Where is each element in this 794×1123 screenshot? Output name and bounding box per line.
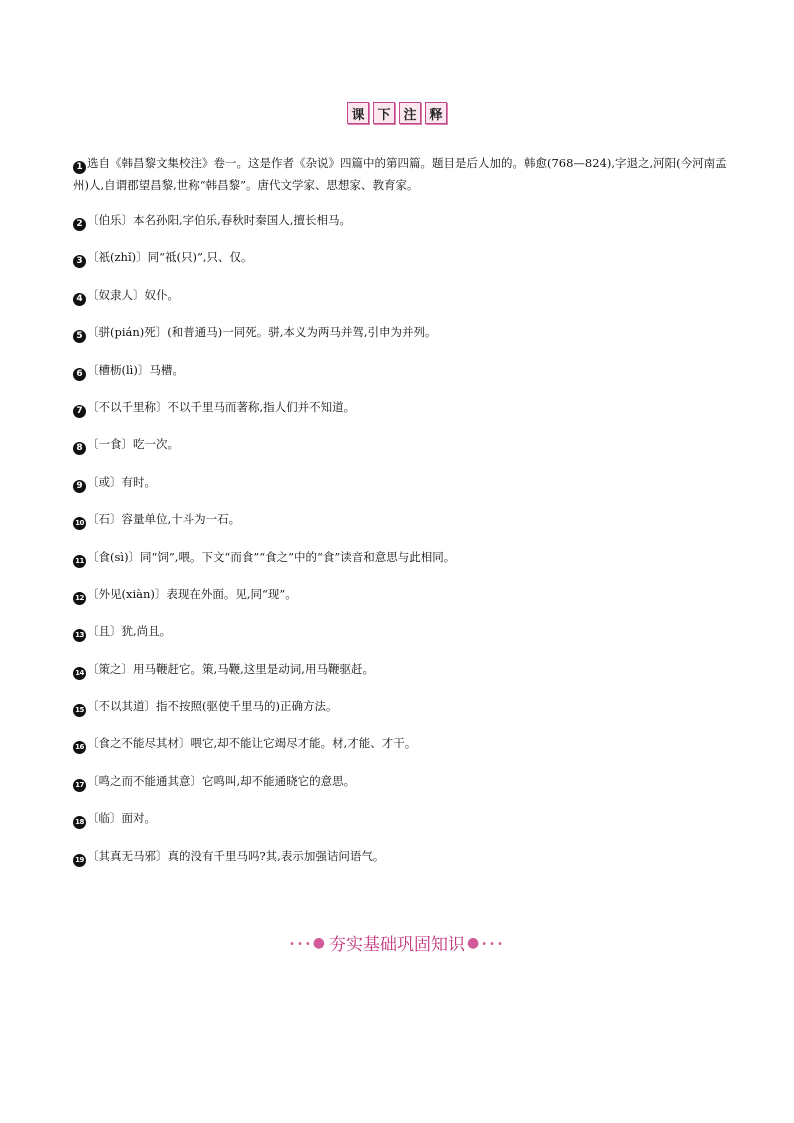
- note-number: 3: [73, 255, 86, 268]
- note-number: 13: [73, 629, 86, 642]
- title-char-box: 下: [373, 102, 395, 124]
- annotation-item: [73, 695, 733, 717]
- note-text: 〔或〕有时。: [87, 474, 156, 489]
- note-number: 16: [73, 741, 86, 754]
- note-text: 〔不以其道〕指不按照(驱使千里马的)正确方法。: [87, 699, 338, 714]
- note-text: 〔食(sì)〕同“饲”,喂。下文“而食”“食之”中的“食”读音和意思与此相同。: [87, 549, 456, 564]
- note-number: 14: [73, 667, 86, 680]
- note-number: 6: [73, 368, 86, 381]
- note-text: 〔且〕犹,尚且。: [87, 624, 172, 639]
- note-number: 19: [73, 854, 86, 867]
- annotation-item: [73, 433, 733, 455]
- note-number: 11: [73, 555, 86, 568]
- annotation-item: [73, 321, 733, 343]
- title-char-box: 注: [399, 102, 421, 124]
- banner-title: 夯实基础巩固知识: [329, 935, 465, 955]
- note-text: 〔食之不能尽其材〕喂它,却不能让它竭尽才能。材,才能、才干。: [87, 736, 417, 751]
- note-number: 10: [73, 517, 86, 530]
- note-text: 〔祇(zhǐ)〕同“祗(只)”,只、仅。: [87, 250, 253, 265]
- annotation-item: [73, 658, 733, 680]
- annotation-item: [73, 845, 733, 867]
- note-text: 〔石〕容量单位,十斗为一石。: [87, 512, 241, 527]
- section-title: [0, 102, 794, 124]
- note-number: 17: [73, 779, 86, 792]
- note-text: 选自《韩昌黎文集校注》卷一。这是作者《杂说》四篇中的第四篇。题目是后人加的。韩愈(768—824),字退之,河阳(今河南孟州)人,自谓郡望昌黎,世称“韩昌黎”。唐代文学家、思想家、教育家。: [73, 156, 727, 192]
- note-number: 4: [73, 293, 86, 306]
- annotation-item: [73, 732, 733, 754]
- annotation-item: [73, 246, 733, 268]
- note-number: 2: [73, 218, 86, 231]
- note-text: 〔一食〕吃一次。: [87, 437, 179, 452]
- section-banner: [0, 930, 794, 955]
- note-text: 〔伯乐〕本名孙阳,字伯乐,春秋时秦国人,擅长相马。: [87, 213, 351, 227]
- annotation-item: [73, 359, 733, 381]
- note-text: 〔外见(xiàn)〕表现在外面。见,同“现”。: [87, 586, 297, 601]
- note-number: 12: [73, 592, 86, 605]
- annotation-list: [73, 152, 733, 882]
- annotation-item: [73, 546, 733, 568]
- note-text: 〔策之〕用马鞭赶它。策,马鞭,这里是动词,用马鞭驱赶。: [87, 661, 374, 676]
- note-text: 〔临〕面对。: [87, 811, 156, 826]
- annotation-item: [73, 807, 733, 829]
- note-text: 〔鸣之而不能通其意〕它鸣叫,却不能通晓它的意思。: [87, 773, 356, 788]
- title-char-box: 释: [425, 102, 447, 124]
- annotation-item: [73, 209, 733, 231]
- note-text: 〔骈(pián)死〕(和普通马)一同死。骈,本义为两马并驾,引申为并列。: [87, 325, 437, 340]
- title-char-box: 课: [347, 102, 369, 124]
- note-number: 5: [73, 330, 86, 343]
- annotation-item: [73, 284, 733, 306]
- dots-decoration-left: •••●: [289, 934, 327, 951]
- note-text: 〔其真无马邪〕真的没有千里马吗?其,表示加强诘问语气。: [87, 848, 385, 863]
- note-number: 15: [73, 704, 86, 717]
- annotation-item: [73, 471, 733, 493]
- note-number: 8: [73, 442, 86, 455]
- note-number: 18: [73, 816, 86, 829]
- annotation-item: [73, 583, 733, 605]
- annotation-item: [73, 770, 733, 792]
- note-text: 〔不以千里称〕不以千里马而著称,指人们并不知道。: [87, 399, 356, 414]
- annotation-item: [73, 620, 733, 642]
- note-number: 1: [73, 161, 86, 174]
- annotation-item: [73, 508, 733, 530]
- annotation-item: [73, 152, 733, 196]
- note-text: 〔槽枥(lì)〕马槽。: [87, 362, 184, 377]
- annotation-item: [73, 396, 733, 418]
- note-number: 7: [73, 405, 86, 418]
- note-number: 9: [73, 480, 86, 493]
- dots-decoration-right: ●•••: [467, 934, 505, 951]
- note-text: 〔奴隶人〕奴仆。: [87, 287, 179, 302]
